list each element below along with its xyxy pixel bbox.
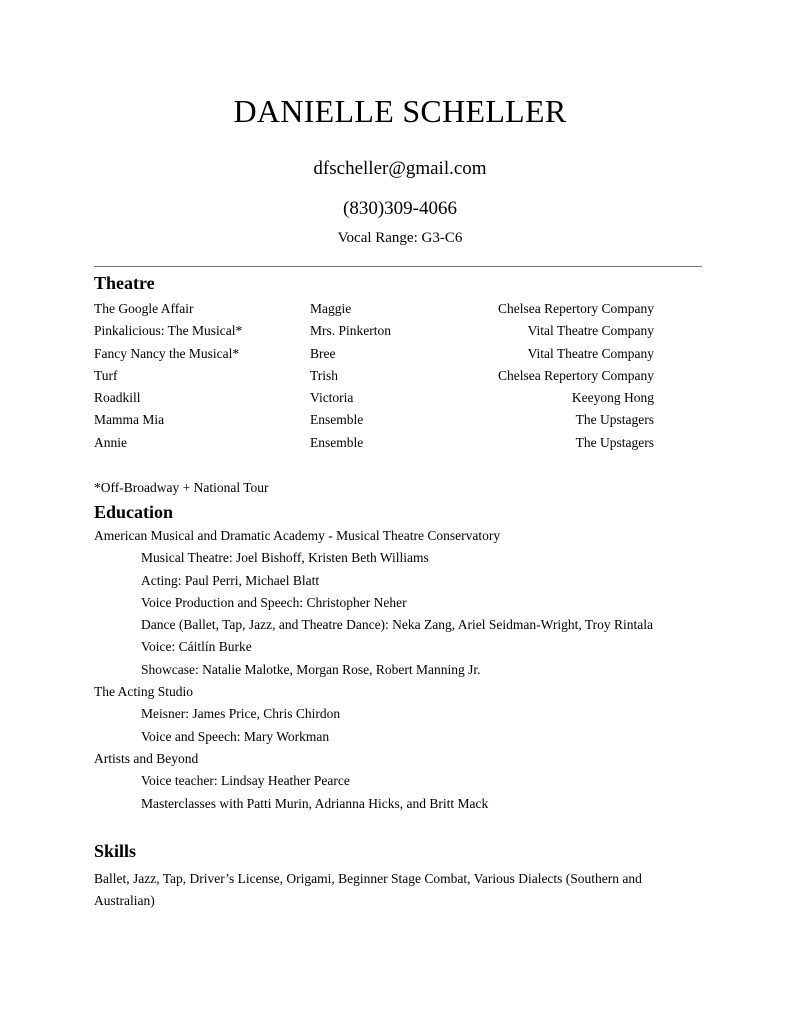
education-detail: Acting: Paul Perri, Michael Blatt xyxy=(141,572,320,588)
credit-role: Victoria xyxy=(310,390,354,406)
credit-company: Keeyong Hong xyxy=(571,390,654,406)
credit-show: Mamma Mia xyxy=(94,412,165,428)
education-detail: Voice teacher: Lindsay Heather Pearce xyxy=(141,773,350,789)
education-detail: Voice: Cáitlín Burke xyxy=(141,639,252,655)
credit-role: Mrs. Pinkerton xyxy=(310,323,391,339)
credit-role: Ensemble xyxy=(310,434,364,450)
credit-company: The Upstagers xyxy=(575,434,654,450)
credit-row xyxy=(94,412,694,434)
education-detail: Voice Production and Speech: Christopher Neher xyxy=(141,594,407,610)
education-detail: Musical Theatre: Joel Bishoff, Kristen Beth Williams xyxy=(141,550,429,566)
education-detail: Meisner: James Price, Chris Chirdon xyxy=(141,706,341,722)
credit-role: Maggie xyxy=(310,301,352,316)
credit-role: Bree xyxy=(310,345,336,361)
theatre-credits-table xyxy=(94,301,694,457)
education-detail: Voice and Speech: Mary Workman xyxy=(141,728,330,744)
credit-role: Ensemble xyxy=(310,412,364,428)
applicant-name: DANIELLE SCHELLER xyxy=(233,93,567,129)
education-detail: Masterclasses with Patti Murin, Adrianna Hicks, and Britt Mack xyxy=(141,795,489,811)
phone-number: (830)309-4066 xyxy=(343,198,457,219)
credit-row xyxy=(94,323,694,345)
credit-show: The Google Affair xyxy=(94,301,194,316)
skills-text: Ballet, Jazz, Tap, Driver’s License, Origami, Beginner Stage Combat, Various Dialects (Southern and Australian) xyxy=(94,871,642,908)
credits-footnote: *Off-Broadway + National Tour xyxy=(94,480,269,495)
credit-row xyxy=(94,390,694,412)
header-divider xyxy=(94,266,702,267)
credit-company: Chelsea Repertory Company xyxy=(498,301,654,316)
credit-row xyxy=(94,435,694,457)
education-institution: The Acting Studio xyxy=(94,684,193,700)
credit-show: Fancy Nancy the Musical* xyxy=(94,345,240,361)
credit-company: Chelsea Repertory Company xyxy=(498,367,654,383)
credit-row xyxy=(94,301,694,323)
email-address: dfscheller@gmail.com xyxy=(313,158,487,179)
credit-role: Trish xyxy=(310,367,339,383)
skills-heading: Skills xyxy=(94,841,137,861)
education-detail: Dance (Ballet, Tap, Jazz, and Theatre Dance): Neka Zang, Ariel Seidman-Wright, Troy Rintala xyxy=(141,617,653,633)
education-institution: Artists and Beyond xyxy=(94,750,199,766)
education-institution: American Musical and Dramatic Academy - Musical Theatre Conservatory xyxy=(94,528,501,543)
credit-row xyxy=(94,346,694,368)
credit-show: Turf xyxy=(94,367,118,383)
credit-show: Roadkill xyxy=(94,390,141,406)
credit-company: Vital Theatre Company xyxy=(527,323,654,339)
education-list xyxy=(94,528,734,818)
theatre-heading: Theatre xyxy=(94,273,155,293)
vocal-range: Vocal Range: G3-C6 xyxy=(337,230,463,246)
credit-company: Vital Theatre Company xyxy=(527,345,654,361)
education-detail: Showcase: Natalie Malotke, Morgan Rose, Robert Manning Jr. xyxy=(141,661,481,677)
education-heading: Education xyxy=(94,502,174,522)
credit-company: The Upstagers xyxy=(575,412,654,428)
credit-show: Pinkalicious: The Musical* xyxy=(94,323,243,339)
credit-show: Annie xyxy=(94,434,127,450)
credit-row xyxy=(94,368,694,390)
